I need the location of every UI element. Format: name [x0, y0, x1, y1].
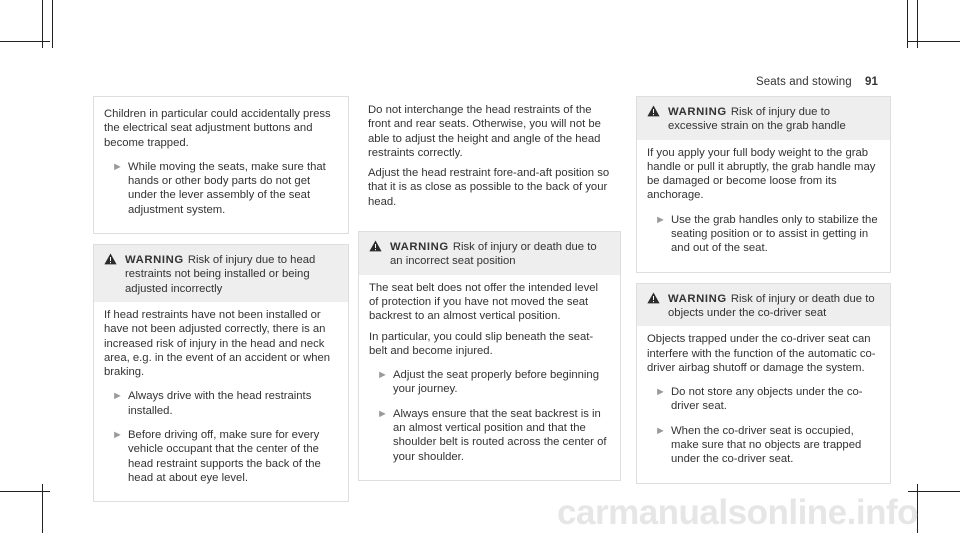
head-restraint-text — [358, 96, 621, 221]
section-title: Seats and stowing — [756, 76, 852, 88]
warning-triangle-icon — [104, 253, 117, 265]
column-2 — [358, 96, 621, 481]
instruction-step — [104, 428, 338, 485]
step-text: Always ensure that the seat backrest is in an almost vertical position and that the shoulder belt is routed across the center of your shoulder. — [393, 407, 607, 463]
warning-text: The seat belt does not offer the intended level of protection if you have not moved the seat backrest to an almost vertical position. — [369, 281, 599, 323]
arrow-icon: ► — [112, 429, 123, 442]
crop-mark — [908, 491, 960, 492]
warning-panel-head-restraints — [93, 244, 349, 502]
arrow-icon: ► — [377, 407, 388, 420]
warning-panel-codriver-seat — [636, 283, 891, 484]
paragraph: Adjust the head restraint fore-and-aft position so that it is as close as possible to the back of your head. — [368, 167, 610, 208]
warning-triangle-icon — [647, 292, 660, 304]
warning-label: WARNING — [390, 241, 449, 254]
warning-panel-grab-handle — [636, 96, 891, 273]
arrow-icon: ► — [655, 424, 666, 437]
page-number: 91 — [865, 76, 878, 88]
column-1 — [93, 96, 349, 502]
warning-title: Risk of injury due to head restraints not being installed or being adjusted incorrectly — [125, 254, 316, 295]
warning-title: Risk of injury due to excessive strain on the grab handle — [668, 106, 846, 133]
warning-title: Risk of injury or death due to objects under the co-driver seat — [668, 292, 875, 319]
warning-header — [637, 97, 890, 140]
warning-triangle-icon — [647, 105, 660, 117]
crop-mark — [52, 0, 53, 48]
paragraph: Do not interchange the head restraints of the front and rear seats. Otherwise, you will not be able to adjust the height and angle of the head restraints correctly. — [368, 104, 601, 159]
warning-title: Risk of injury or death due to an incorrect seat position — [390, 241, 597, 268]
step-text: When the co-driver seat is occupied, make sure that no objects are trapped under the co-driver seat. — [671, 424, 862, 466]
crop-mark — [0, 41, 50, 42]
step-text: While moving the seats, make sure that hands or other body parts do not get under the lever assembly of the seat adjustment system. — [128, 160, 326, 216]
instruction-step — [369, 407, 610, 464]
warning-text: If head restraints have not been installed or have not been adjusted correctly, there is an increased risk of injury in the head and neck area, e.g. in the event of an accident or when braking. — [104, 308, 331, 379]
arrow-icon: ► — [655, 213, 666, 226]
warning-text: In particular, you could slip beneath the seat-belt and become injured. — [369, 330, 594, 357]
warning-header — [359, 232, 620, 275]
warning-label: WARNING — [668, 106, 727, 118]
step-text: Use the grab handles only to stabilize the seating position or to assist in getting in and out of the seat. — [671, 213, 878, 255]
crop-mark — [908, 41, 960, 42]
arrow-icon: ► — [112, 160, 123, 173]
warning-label: WARNING — [668, 292, 727, 305]
step-text: Do not store any objects under the co-driver seat. — [671, 386, 863, 413]
warning-header — [637, 284, 890, 327]
page-header — [756, 76, 878, 88]
step-text: Always drive with the head restraints installed. — [128, 390, 312, 417]
instruction-step — [104, 160, 338, 217]
instruction-step — [647, 213, 880, 256]
crop-mark — [907, 0, 908, 48]
warning-header — [94, 245, 348, 302]
step-text: Before driving off, make sure for every vehicle occupant that the center of the head restraint supports the back of the head at about eye level. — [128, 429, 321, 484]
column-3 — [636, 96, 891, 484]
arrow-icon: ► — [112, 390, 123, 403]
warning-text: Objects trapped under the co-driver seat can interfere with the function of the automatic co-driver airbag shutoff or damage the system. — [647, 333, 876, 374]
instruction-step — [647, 385, 880, 414]
warning-triangle-icon — [369, 240, 382, 252]
watermark: carmanualsonline.info — [557, 493, 918, 532]
arrow-icon: ► — [655, 386, 666, 399]
arrow-icon: ► — [377, 369, 388, 382]
step-text: Adjust the seat properly before beginning your journey. — [393, 369, 599, 396]
intro-text: Children in particular could accidentally press the electrical seat adjustment buttons and become trapped. — [104, 108, 331, 149]
instruction-step — [369, 368, 610, 397]
warning-label: WARNING — [125, 254, 184, 267]
warning-panel-seat-position — [358, 231, 621, 481]
instruction-step — [104, 389, 338, 418]
instruction-step — [647, 424, 880, 467]
crop-mark — [0, 491, 50, 492]
warning-text: If you apply your full body weight to the grab handle or pull it abruptly, the grab handle may be damaged or become loose from its anchorage. — [647, 146, 876, 202]
intro-panel — [93, 96, 349, 234]
